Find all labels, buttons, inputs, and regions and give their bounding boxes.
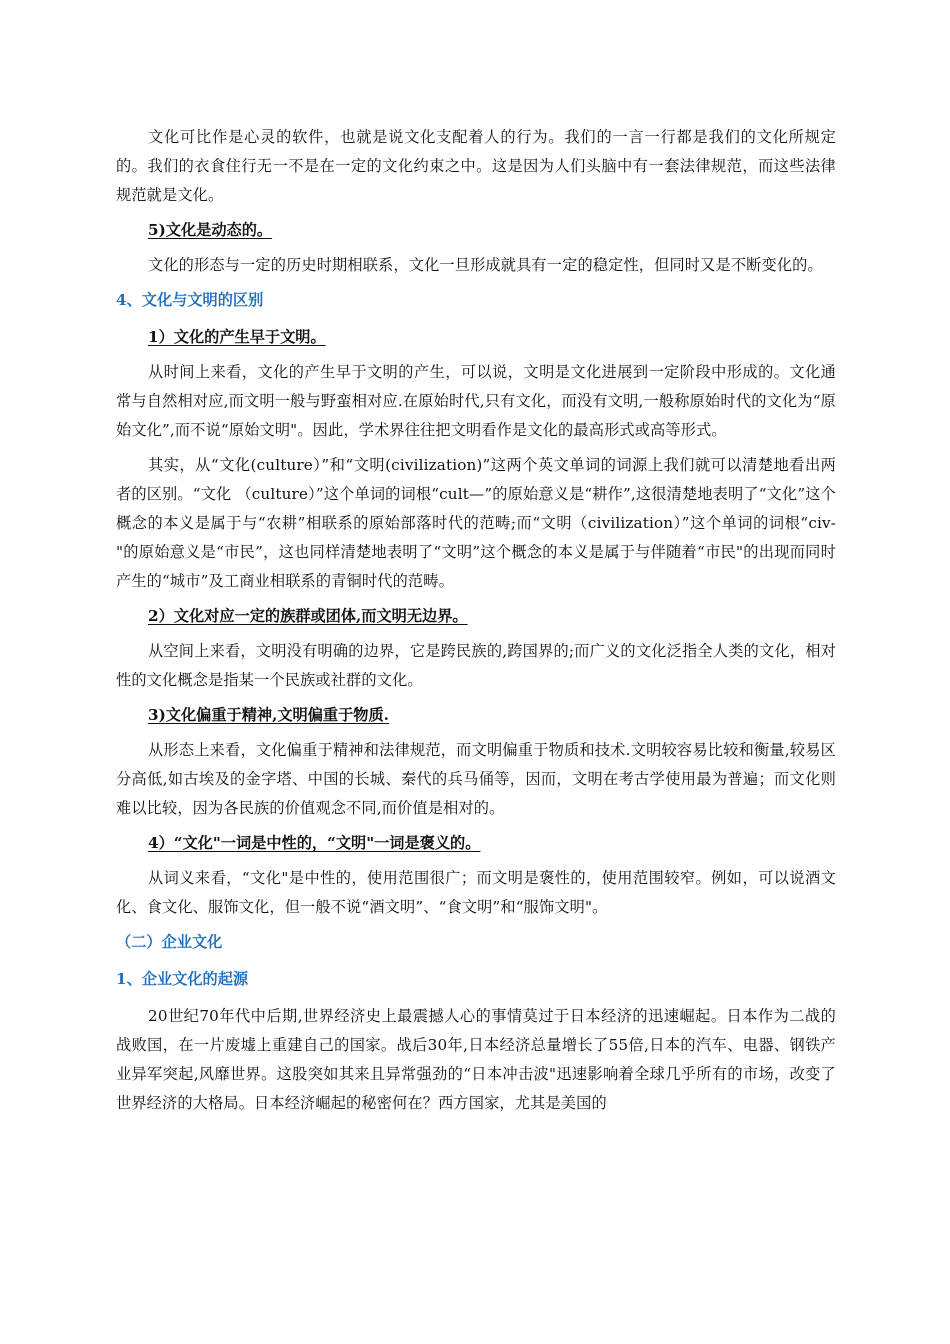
subheading-spirit-vs-material bbox=[116, 701, 836, 730]
paragraph-culture-dynamic: 文化的形态与一定的历史时期相联系，文化一旦形成就具有一定的稳定性，但同时又是不断变化的。 bbox=[148, 256, 823, 274]
subheading-culture-groups-text: 2）文化对应一定的族群或团体,而文明无边界。 bbox=[148, 607, 468, 625]
paragraph-space-perspective: 从空间上来看，文明没有明确的边界，它是跨民族的,跨国界的;而广义的文化泛指全人类的文化，相对性的文化概念是指某一个民族或社群的文化。 bbox=[116, 642, 836, 689]
section-heading-corporate-culture-origin: 1、企业文化的起源 bbox=[116, 970, 249, 988]
section-heading-culture-vs-civilization: 4、文化与文明的区别 bbox=[116, 291, 264, 309]
paragraph-culture-software: 文化可比作是心灵的软件，也就是说文化支配着人的行为。我们的一言一行都是我们的文化所规定的。我们的衣食住行无一不是在一定的文化约束之中。这是因为人们头脑中有一套法律规范，而这些法律规范就是文化。 bbox=[116, 128, 836, 204]
subheading-culture-dynamic bbox=[116, 216, 836, 245]
section-heading-corporate-culture: （二）企业文化 bbox=[116, 933, 223, 951]
paragraph-form-perspective: 从形态上来看，文化偏重于精神和法律规范，而文明偏重于物质和技术.文明较容易比较和衡量,较易区分高低,如古埃及的金字塔、中国的长城、秦代的兵马俑等，因而，文明在考古学使用最为普遍；而文化则难以比较，因为各民族的价值观念不同,而价值是相对的。 bbox=[116, 741, 836, 817]
paragraph-japan-economy: 20世纪70年代中后期,世界经济史上最震撼人心的事情莫过于日本经济的迅速崛起。日本作为二战的战败国，在一片废墟上重建自己的国家。战后30年,日本经济总量增长了55倍,日本的汽车、电器、钢铁产业异军突起,风靡世界。这股突如其来且异常强劲的“日本冲击波"迅速影响着全球几乎所有的市场，改变了世界经济的大格局。日本经济崛起的秘密何在？西方国家，尤其是美国的 bbox=[116, 1007, 836, 1112]
paragraph-word-meaning: 从词义来看，“文化"是中性的，使用范围很广；而文明是褒性的，使用范围较窄。例如，可以说酒文化、食文化、服饰文化，但一般不说“酒文明”、“食文明”和“服饰文明"。 bbox=[116, 869, 836, 916]
subheading-culture-groups bbox=[116, 602, 836, 631]
paragraph-etymology: 其实，从“文化(culture）”和“文明(civilization)”这两个英文单词的词源上我们就可以清楚地看出两者的区别。“文化 （culture）”这个单词的词根“cult—”的原始意义是“耕作”,这很清楚地表明了“文化”这个概念的本义是属于与“农耕”相联系的原始部落时代的范畴;而“文明（civilization）”这个单词的词根“civ-"的原始意义是“市民”，这也同样清楚地表明了“文明”这个概念的本义是属于与伴随着“市民"的出现而同时产生的“城市”及工商业相联系的青铜时代的范畴。 bbox=[116, 456, 836, 590]
document-body bbox=[116, 123, 836, 1124]
subheading-culture-earlier bbox=[116, 323, 836, 352]
paragraph-time-perspective: 从时间上来看，文化的产生早于文明的产生，可以说，文明是文化进展到一定阶段中形成的。文化通常与自然相对应,而文明一般与野蛮相对应.在原始时代,只有文化，而没有文明,一般称原始时代的文化为“原始文化”,而不说“原始文明"。因此，学术界往往把文明看作是文化的最高形式或高等形式。 bbox=[116, 363, 836, 439]
subheading-spirit-vs-material-text: 3)文化偏重于精神,文明偏重于物质. bbox=[148, 706, 389, 724]
subheading-culture-earlier-text: 1）文化的产生早于文明。 bbox=[148, 328, 326, 346]
subheading-neutral-vs-positive bbox=[116, 829, 836, 858]
subheading-culture-dynamic-text: 5)文化是动态的。 bbox=[148, 221, 273, 239]
subheading-neutral-vs-positive-text: 4）“文化"一词是中性的，“文明"一词是褒义的。 bbox=[148, 834, 481, 852]
